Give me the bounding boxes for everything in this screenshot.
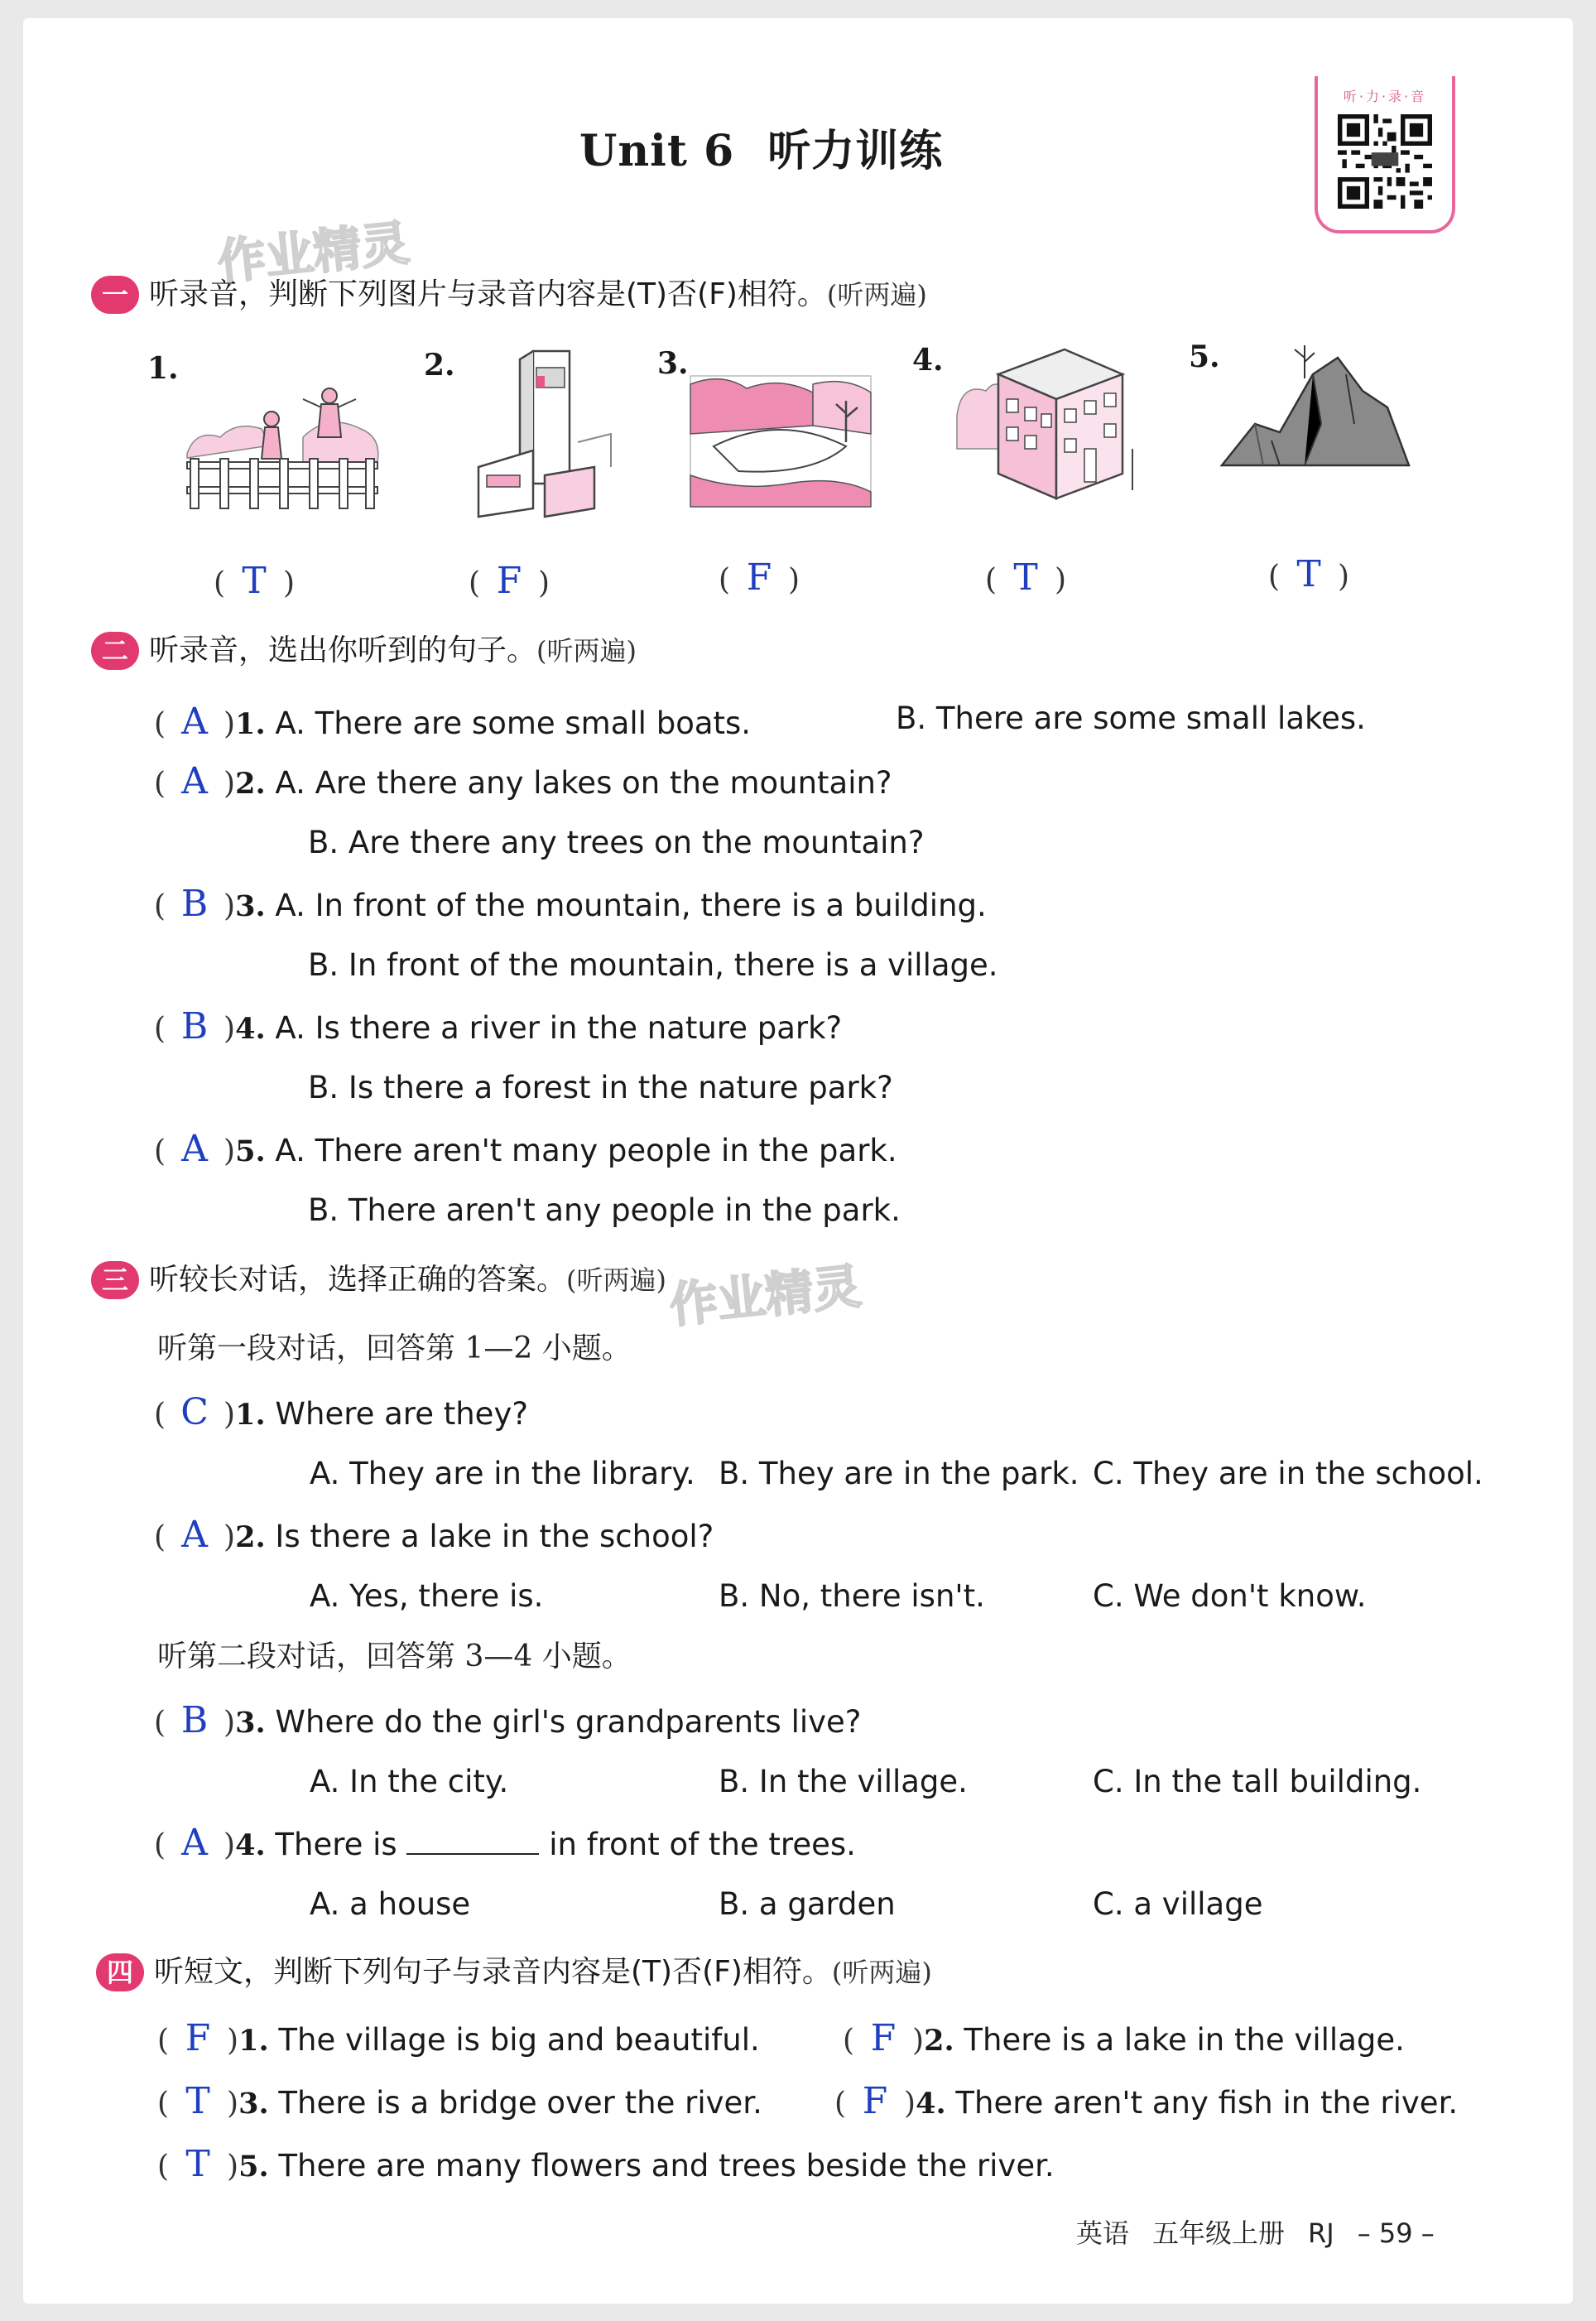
question-text-after: in front of the trees. [549, 1827, 856, 1862]
section-4-instruction: 听短文，判断下列句子与录音内容是(T)否(F)相符。 [154, 1955, 832, 1989]
answer-text: A [181, 760, 208, 802]
section-4-statement-3: ( T )3. There is a bridge over the river. [157, 2080, 762, 2122]
section-3-q1-option-c: C. They are in the school. [1093, 1456, 1483, 1491]
section-4-statement-5: ( T )5. There are many flowers and trees beside the river. [157, 2143, 1055, 2185]
qr-code-card[interactable] [1315, 76, 1455, 234]
section-1-badge: 一 [91, 276, 139, 314]
section-3-instruction: 听较长对话，选择正确的答案。 [149, 1263, 567, 1297]
section-2-question-2-option-b: B. Are there any trees on the mountain? [308, 825, 925, 860]
section-2-question-3: ( B )3. A. In front of the mountain, there is a building. [154, 883, 987, 925]
section-4-statement-1: ( F )1. The village is big and beautiful. [157, 2017, 760, 2059]
section-4-heading [96, 1951, 932, 1993]
question-text: Where do the girl's grandparents live? [275, 1704, 862, 1740]
section-3-q4-option-b: B. a garden [719, 1886, 896, 1922]
section-2-question-3-option-b: B. In front of the mountain, there is a village. [308, 947, 998, 983]
picture-4-number: 4. [912, 343, 944, 378]
question-number: 1. [238, 2024, 269, 2058]
answer-text: B [180, 1699, 209, 1741]
section-1-heading [91, 273, 927, 315]
section-3-q2-option-b: B. No, there isn't. [719, 1578, 985, 1614]
question-text-before: There is [275, 1827, 397, 1862]
footer-subject: 英语 [1076, 2217, 1130, 2249]
section-2-question-2: ( A )2. A. Are there any lakes on the mountain? [154, 760, 892, 802]
option-a: A. In front of the mountain, there is a building. [275, 888, 987, 923]
answer-text: B [180, 883, 209, 925]
section-3-q4-option-a: A. a house [310, 1886, 471, 1922]
section-3-q3-option-a: A. In the city. [310, 1764, 509, 1799]
tall-building-picture [454, 343, 619, 525]
picture-2-number: 2. [424, 348, 455, 383]
section-3-q2-option-a: A. Yes, there is. [310, 1578, 544, 1614]
section-3-part-1-label: 听第一段对话，回答第 1—2 小题。 [157, 1331, 632, 1365]
question-number: 3. [235, 1706, 266, 1740]
qr-code-icon [1338, 114, 1432, 209]
answer-text: F [185, 2017, 211, 2059]
section-1-note: (听两遍) [826, 279, 927, 311]
section-3-q1-option-a: A. They are in the library. [310, 1456, 695, 1491]
section-2-instruction: 听录音，选出你听到的句子。 [149, 633, 537, 667]
option-a: A. There are some small boats. [275, 705, 752, 741]
section-3-part-2-label: 听第二段对话，回答第 3—4 小题。 [157, 1640, 632, 1673]
section-2-heading [91, 629, 637, 672]
section-1-answer-2: ( F ) [469, 560, 550, 602]
watermark-2: 作业精灵 [666, 1258, 864, 1334]
watermark: 作业精灵 [214, 214, 412, 291]
section-4-badge: 四 [96, 1953, 144, 1991]
section-3-question-1: ( C )1. Where are they? [154, 1391, 528, 1433]
question-number: 2. [235, 1520, 266, 1554]
section-2-question-5-option-b: B. There aren't any people in the park. [308, 1192, 901, 1228]
page-title [579, 116, 943, 178]
section-1-answer-5: ( T ) [1268, 553, 1350, 595]
children-bridge-picture [179, 379, 386, 520]
section-4-note: (听两遍) [831, 1957, 932, 1988]
page-footer [1076, 2213, 1458, 2251]
option-a: A. Are there any lakes on the mountain? [275, 765, 892, 801]
section-3-q1-option-b: B. They are in the park. [719, 1456, 1079, 1491]
section-3-note: (听两遍) [566, 1264, 666, 1296]
footer-grade: 五年级上册 [1152, 2217, 1286, 2249]
section-1-answer-4: ( T ) [985, 556, 1067, 599]
section-4-statement-2: ( F )2. There is a lake in the village. [843, 2017, 1405, 2059]
answer-text: F [746, 556, 772, 599]
answer-text: T [185, 2080, 210, 2122]
question-number: 5. [235, 1134, 266, 1168]
nature-park-picture [689, 368, 873, 508]
answer-text: F [862, 2080, 888, 2122]
section-2-question-1: ( A )1. A. There are some small boats. [154, 701, 752, 743]
section-3-q3-option-b: B. In the village. [719, 1764, 968, 1799]
question-number: 3. [235, 889, 266, 923]
footer-edition: RJ [1308, 2217, 1334, 2249]
question-number: 2. [235, 767, 266, 801]
section-2-note: (听两遍) [536, 635, 637, 667]
section-2-question-1-option-b: B. There are some small lakes. [896, 701, 1366, 736]
option-a: A. There aren't many people in the park. [275, 1133, 897, 1168]
question-number: 2. [924, 2024, 954, 2058]
question-number: 1. [235, 707, 266, 741]
answer-text: A [181, 701, 208, 743]
question-number: 5. [238, 2150, 269, 2184]
statement-text: There are many flowers and trees beside the river. [278, 2148, 1055, 2184]
question-number: 3. [238, 2087, 269, 2121]
answer-text: F [870, 2017, 897, 2059]
statement-text: There aren't any fish in the river. [955, 2085, 1459, 2121]
section-1-instruction: 听录音，判断下列图片与录音内容是(T)否(F)相符。 [149, 277, 827, 311]
section-3-q3-option-c: C. In the tall building. [1093, 1764, 1422, 1799]
answer-text: A [181, 1514, 208, 1556]
section-2-badge: 二 [91, 632, 139, 670]
title-cn: 听力训练 [767, 126, 944, 176]
statement-text: There is a bridge over the river. [278, 2085, 762, 2121]
title-unit: Unit 6 [579, 126, 735, 176]
qr-label: 听·力·录·音 [1343, 89, 1427, 104]
section-1-answer-3: ( F ) [719, 556, 800, 599]
answer-text: C [180, 1391, 209, 1433]
section-3-heading [91, 1259, 666, 1301]
question-number: 4. [235, 1012, 266, 1046]
section-3-question-4: ( A )4. There is in front of the trees. [154, 1822, 856, 1864]
mountain-picture [1222, 341, 1409, 482]
question-text: Is there a lake in the school? [275, 1519, 714, 1554]
section-3-q4-option-c: C. a village [1093, 1886, 1263, 1922]
section-3-badge: 三 [91, 1261, 139, 1299]
answer-text: A [181, 1822, 208, 1864]
question-text: Where are they? [275, 1396, 528, 1432]
question-number: 1. [235, 1398, 266, 1432]
section-2-question-5: ( A )5. A. There aren't many people in the park. [154, 1128, 897, 1170]
picture-3-number: 3. [657, 346, 689, 381]
answer-text: T [1013, 556, 1038, 599]
picture-5-number: 5. [1189, 339, 1220, 374]
answer-text: A [181, 1128, 208, 1170]
section-2-question-4: ( B )4. A. Is there a river in the nature park? [154, 1005, 843, 1047]
answer-text: T [1296, 553, 1321, 595]
section-2-question-4-option-b: B. Is there a forest in the nature park? [308, 1070, 893, 1105]
answer-text: T [242, 560, 267, 602]
section-3-question-3: ( B )3. Where do the girl's grandparents live? [154, 1699, 862, 1741]
building-picture [949, 341, 1139, 515]
statement-text: The village is big and beautiful. [278, 2022, 760, 2058]
page-number: – 59 – [1357, 2217, 1435, 2249]
section-3-question-2: ( A )2. Is there a lake in the school? [154, 1514, 714, 1556]
option-a: A. Is there a river in the nature park? [275, 1010, 843, 1046]
answer-blank[interactable] [406, 1828, 539, 1855]
answer-text: T [185, 2143, 210, 2185]
picture-1-number: 1. [147, 351, 179, 386]
question-number: 4. [235, 1828, 266, 1862]
answer-text: F [496, 560, 522, 602]
question-number: 4. [916, 2087, 946, 2121]
section-4-statement-4: ( F )4. There aren't any fish in the river. [834, 2080, 1459, 2122]
statement-text: There is a lake in the village. [964, 2022, 1405, 2058]
section-1-answer-1: ( T ) [214, 560, 296, 602]
answer-text: B [180, 1005, 209, 1047]
section-3-q2-option-c: C. We don't know. [1093, 1578, 1367, 1614]
